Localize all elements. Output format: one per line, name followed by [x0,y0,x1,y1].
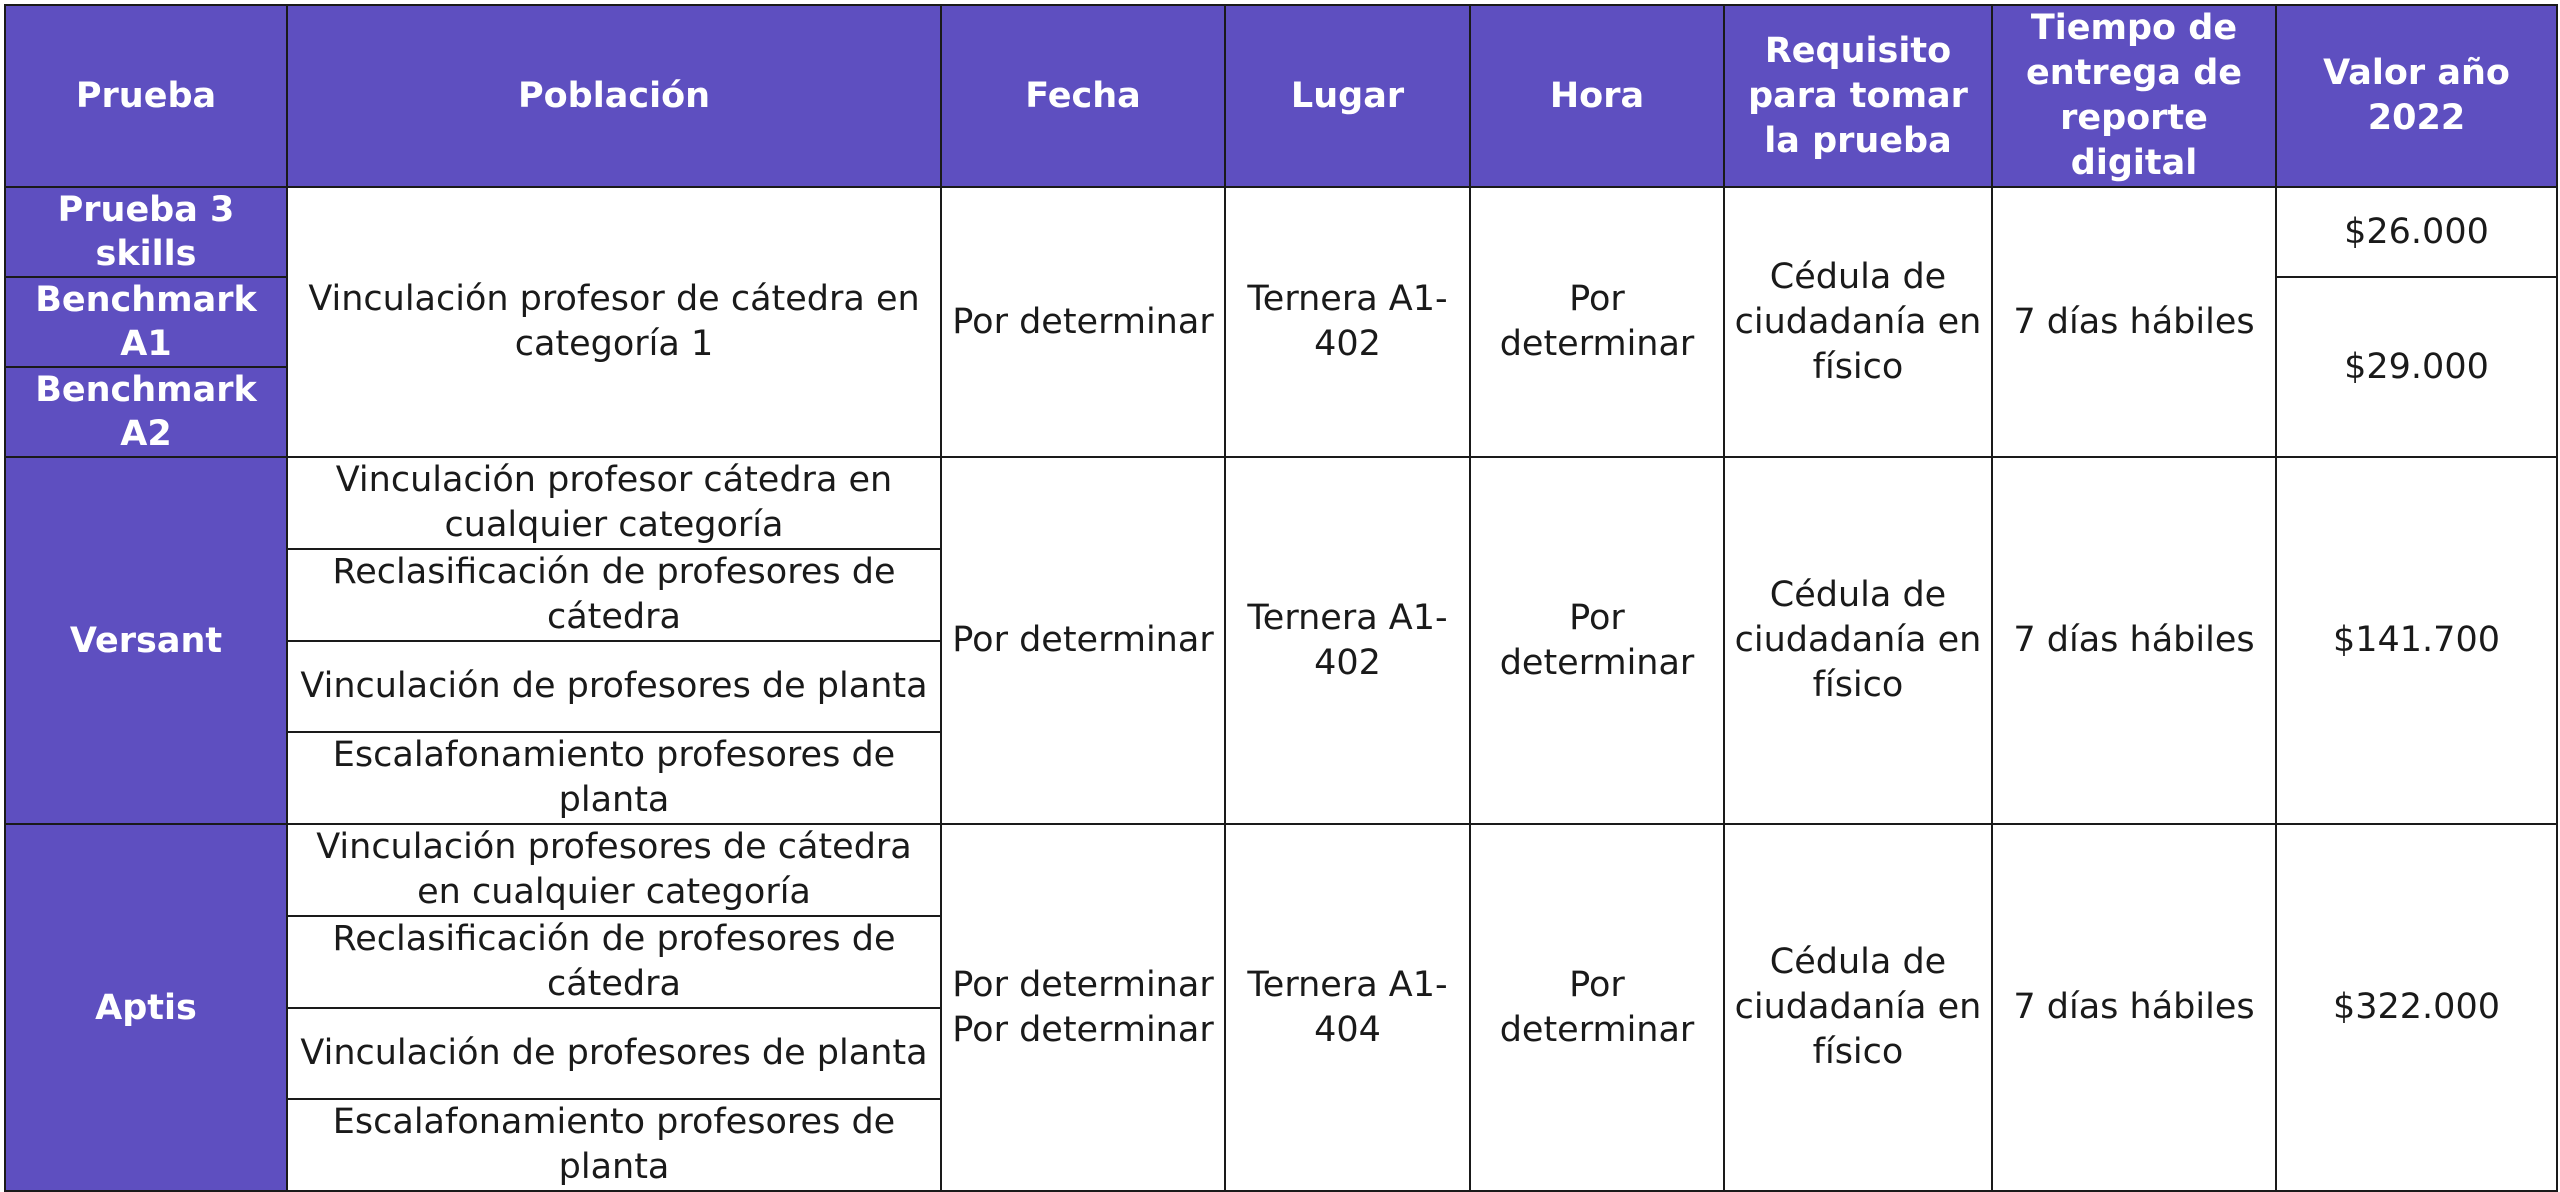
fecha-value: Por determinar [952,964,1214,1005]
fecha-value: Por determinar [952,1009,1214,1050]
poblacion-cell: Vinculación profesor de cátedra en categoría 1 [287,187,941,457]
tests-table [4,4,2558,1192]
lugar-cell: Ternera A1-402 [1225,187,1470,457]
requisito-cell: Cédula de ciudadanía en físico [1724,457,1992,824]
header-fecha: Fecha [941,5,1225,187]
test-name-prueba-3-skills: Prueba 3 skills [5,187,287,277]
table-row [5,457,2557,549]
header-tiempo: Tiempo de entrega de reporte digital [1992,5,2276,187]
valor-cell-prueba-3-skills: $26.000 [2276,187,2557,277]
poblacion-cell: Escalafonamiento profesores de planta [287,1099,941,1191]
poblacion-cell: Vinculación profesor cátedra en cualquier categoría [287,457,941,549]
test-name-aptis: Aptis [5,824,287,1191]
tiempo-cell: 7 días hábiles [1992,187,2276,457]
requisito-cell: Cédula de ciudadanía en físico [1724,187,1992,457]
valor-cell: $322.000 [2276,824,2557,1191]
valor-cell: $141.700 [2276,457,2557,824]
header-valor: Valor año 2022 [2276,5,2557,187]
poblacion-cell: Reclasificación de profesores de cátedra [287,916,941,1008]
poblacion-cell: Vinculación de profesores de planta [287,641,941,732]
hora-cell: Por determinar [1470,824,1724,1191]
valor-cell-benchmark: $29.000 [2276,277,2557,457]
test-name-benchmark-a2: Benchmark A2 [5,367,287,457]
poblacion-cell: Escalafonamiento profesores de planta [287,732,941,824]
table-row [5,824,2557,916]
fecha-cell: Por determinar [941,457,1225,824]
test-name-benchmark-a1: Benchmark A1 [5,277,287,367]
lugar-cell: Ternera A1-404 [1225,824,1470,1191]
header-requisito: Requisito para tomar la prueba [1724,5,1992,187]
fecha-stack [942,963,1224,1053]
lugar-cell: Ternera A1-402 [1225,457,1470,824]
fecha-cell: Por determinar [941,187,1225,457]
poblacion-cell: Vinculación profesores de cátedra en cualquier categoría [287,824,941,916]
poblacion-cell: Vinculación de profesores de planta [287,1008,941,1099]
fecha-cell [941,824,1225,1191]
header-lugar: Lugar [1225,5,1470,187]
hora-cell: Por determinar [1470,457,1724,824]
hora-cell: Por determinar [1470,187,1724,457]
table-row [5,187,2557,277]
tiempo-cell: 7 días hábiles [1992,824,2276,1191]
header-hora: Hora [1470,5,1724,187]
test-name-versant: Versant [5,457,287,824]
header-prueba: Prueba [5,5,287,187]
requisito-cell: Cédula de ciudadanía en físico [1724,824,1992,1191]
tiempo-cell: 7 días hábiles [1992,457,2276,824]
header-row [5,5,2557,187]
poblacion-cell: Reclasificación de profesores de cátedra [287,549,941,641]
header-poblacion: Población [287,5,941,187]
